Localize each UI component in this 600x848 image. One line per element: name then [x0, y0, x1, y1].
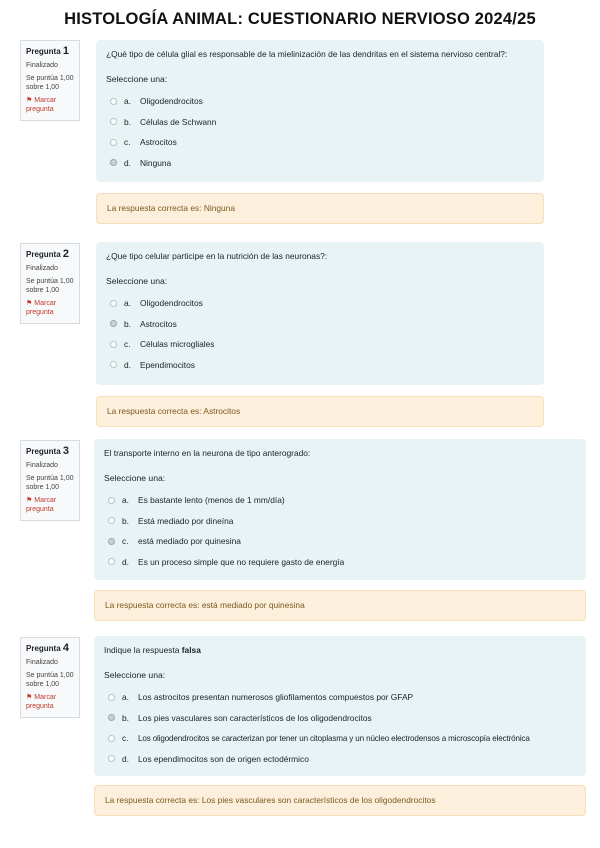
question-label: Pregunta: [26, 644, 61, 653]
answer-text: Los ependimocitos son de origen ectodérmico: [138, 753, 309, 764]
question-state: Finalizado: [26, 62, 58, 69]
answer-option[interactable]: [106, 112, 534, 133]
answer-text: Es un proceso simple que no requiere gasto de energía: [138, 556, 345, 567]
answer-letter: b.: [124, 116, 131, 127]
answer-option[interactable]: [104, 511, 576, 532]
answer-prompt: Seleccione una:: [106, 276, 168, 286]
answer-list: [104, 687, 576, 769]
answer-option[interactable]: [104, 749, 576, 770]
answer-text: Ninguna: [140, 157, 172, 168]
question-grade: Se puntúa 1,00 sobre 1,00: [26, 672, 74, 688]
question-text: [104, 644, 576, 656]
question-formulation: [96, 242, 544, 385]
answer-letter: a.: [124, 298, 131, 309]
question-grade: Se puntúa 1,00 sobre 1,00: [26, 475, 74, 491]
answer-text: Es bastante lento (menos de 1 mm/día): [138, 495, 285, 506]
question-label: Pregunta: [26, 447, 61, 456]
answer-option[interactable]: [104, 552, 576, 573]
answer-text: Oligodendrocitos: [140, 298, 203, 309]
answer-letter: d.: [122, 556, 129, 567]
answer-option[interactable]: [104, 728, 576, 749]
question-formulation: [96, 40, 544, 182]
flag-question-link[interactable]: [26, 693, 75, 711]
question-grade: Se puntúa 1,00 sobre 1,00: [26, 278, 74, 294]
radio-button[interactable]: [108, 558, 115, 565]
radio-button[interactable]: [108, 497, 115, 504]
page-title: HISTOLOGÍA ANIMAL: CUESTIONARIO NERVIOSO 2024/25: [64, 10, 536, 28]
radio-button-selected[interactable]: [108, 538, 115, 545]
answer-option[interactable]: [106, 314, 534, 335]
correct-answer-feedback: La respuesta correcta es: Ninguna: [96, 193, 544, 224]
question-formulation: [94, 636, 586, 776]
question-text-part: Indique la respuesta: [104, 645, 182, 655]
flag-icon: ⚑: [26, 97, 33, 104]
answer-letter: d.: [122, 753, 129, 764]
answer-option[interactable]: [104, 531, 576, 552]
question-info: [20, 637, 80, 718]
answer-text: Los oligodendrocitos se caracterizan por tener un citoplasma y un núcleo electrodensos a microscopía electrónica: [138, 733, 530, 743]
answer-prompt: Seleccione una:: [106, 74, 168, 84]
answer-text: Astrocitos: [140, 137, 177, 148]
question-number-value: 3: [62, 445, 70, 457]
question-number: [26, 445, 75, 458]
question-number: [26, 248, 75, 261]
answer-letter: c.: [124, 137, 131, 148]
answer-letter: d.: [124, 359, 131, 370]
flag-question-link[interactable]: [26, 96, 75, 114]
answer-letter: b.: [124, 318, 131, 329]
question-number-value: 2: [62, 248, 70, 260]
answer-text: Células de Schwann: [140, 116, 217, 127]
question-text: ¿Que tipo celular participe en la nutrición de las neuronas?:: [106, 251, 328, 261]
question-label: Pregunta: [26, 250, 61, 259]
answer-letter: d.: [124, 157, 131, 168]
answer-option[interactable]: [106, 153, 534, 174]
flag-question-link[interactable]: [26, 299, 75, 317]
flag-icon: ⚑: [26, 300, 33, 307]
answer-option[interactable]: [106, 334, 534, 355]
answer-text: Oligodendrocitos: [140, 96, 203, 107]
question-state: Finalizado: [26, 462, 58, 469]
question-number: [26, 642, 75, 655]
radio-button[interactable]: [108, 517, 115, 524]
answer-text: Células microgliales: [140, 339, 215, 350]
answer-option[interactable]: [104, 490, 576, 511]
answer-letter: a.: [122, 692, 129, 703]
question-info: [20, 440, 80, 521]
flag-icon: ⚑: [26, 694, 33, 701]
radio-button[interactable]: [108, 694, 115, 701]
radio-button[interactable]: [110, 341, 117, 348]
answer-letter: c.: [122, 733, 129, 744]
flag-question-link[interactable]: [26, 496, 75, 514]
answer-option[interactable]: [106, 132, 534, 153]
radio-button-selected[interactable]: [110, 320, 117, 327]
answer-option[interactable]: [104, 687, 576, 708]
answer-letter: b.: [122, 515, 129, 526]
answer-option[interactable]: [106, 293, 534, 314]
answer-letter: b.: [122, 712, 129, 723]
answer-text: Ependimocitos: [140, 359, 195, 370]
question-grade: Se puntúa 1,00 sobre 1,00: [26, 75, 74, 91]
flag-label: Marcar pregunta: [26, 497, 57, 513]
answer-prompt: Seleccione una:: [104, 670, 166, 680]
answer-text: Está mediado por dineína: [138, 515, 234, 526]
answer-option[interactable]: [106, 355, 534, 376]
question-formulation: [94, 439, 586, 580]
question-label: Pregunta: [26, 47, 61, 56]
flag-label: Marcar pregunta: [26, 300, 57, 316]
answer-list: [106, 293, 534, 375]
answer-list: [106, 91, 534, 173]
radio-button[interactable]: [110, 118, 117, 125]
radio-button[interactable]: [108, 755, 115, 762]
radio-button[interactable]: [110, 300, 117, 307]
question-number-value: 1: [62, 45, 70, 57]
answer-letter: c.: [124, 339, 131, 350]
question-text: ¿Qué tipo de célula glial es responsable de la mielinización de las dendritas en el sistema nervioso central?:: [106, 49, 508, 59]
radio-button-selected[interactable]: [108, 714, 115, 721]
answer-text: Los pies vasculares son característicos de los oligodendrocitos: [138, 712, 372, 723]
radio-button[interactable]: [108, 735, 115, 742]
question-info: [20, 243, 80, 324]
answer-prompt: Seleccione una:: [104, 473, 166, 483]
answer-letter: a.: [124, 96, 131, 107]
correct-answer-feedback: La respuesta correcta es: Los pies vasculares son característicos de los oligodendrocitos: [94, 785, 586, 816]
answer-text: está mediado por quinesina: [138, 536, 241, 547]
question-number: [26, 45, 75, 58]
flag-label: Marcar pregunta: [26, 97, 57, 113]
flag-label: Marcar pregunta: [26, 694, 57, 710]
radio-button[interactable]: [110, 361, 117, 368]
correct-answer-feedback: La respuesta correcta es: está mediado por quinesina: [94, 590, 586, 621]
question-text: El transporte interno en la neurona de tipo anterogrado:: [104, 448, 311, 458]
answer-letter: a.: [122, 495, 129, 506]
question-info: [20, 40, 80, 121]
radio-button-selected[interactable]: [110, 159, 117, 166]
answer-letter: c.: [122, 536, 129, 547]
radio-button[interactable]: [110, 139, 117, 146]
flag-icon: ⚑: [26, 497, 33, 504]
answer-option[interactable]: [106, 91, 534, 112]
question-state: Finalizado: [26, 265, 58, 272]
radio-button[interactable]: [110, 98, 117, 105]
question-state: Finalizado: [26, 659, 58, 666]
correct-answer-feedback: La respuesta correcta es: Astrocitos: [96, 396, 544, 427]
answer-option[interactable]: [104, 708, 576, 729]
answer-list: [104, 490, 576, 572]
answer-text: Astrocitos: [140, 318, 177, 329]
answer-text: Los astrocitos presentan numerosos gliofilamentos compuestos por GFAP: [138, 692, 414, 703]
question-number-value: 4: [62, 642, 70, 654]
question-text-emphasis: falsa: [181, 645, 201, 655]
